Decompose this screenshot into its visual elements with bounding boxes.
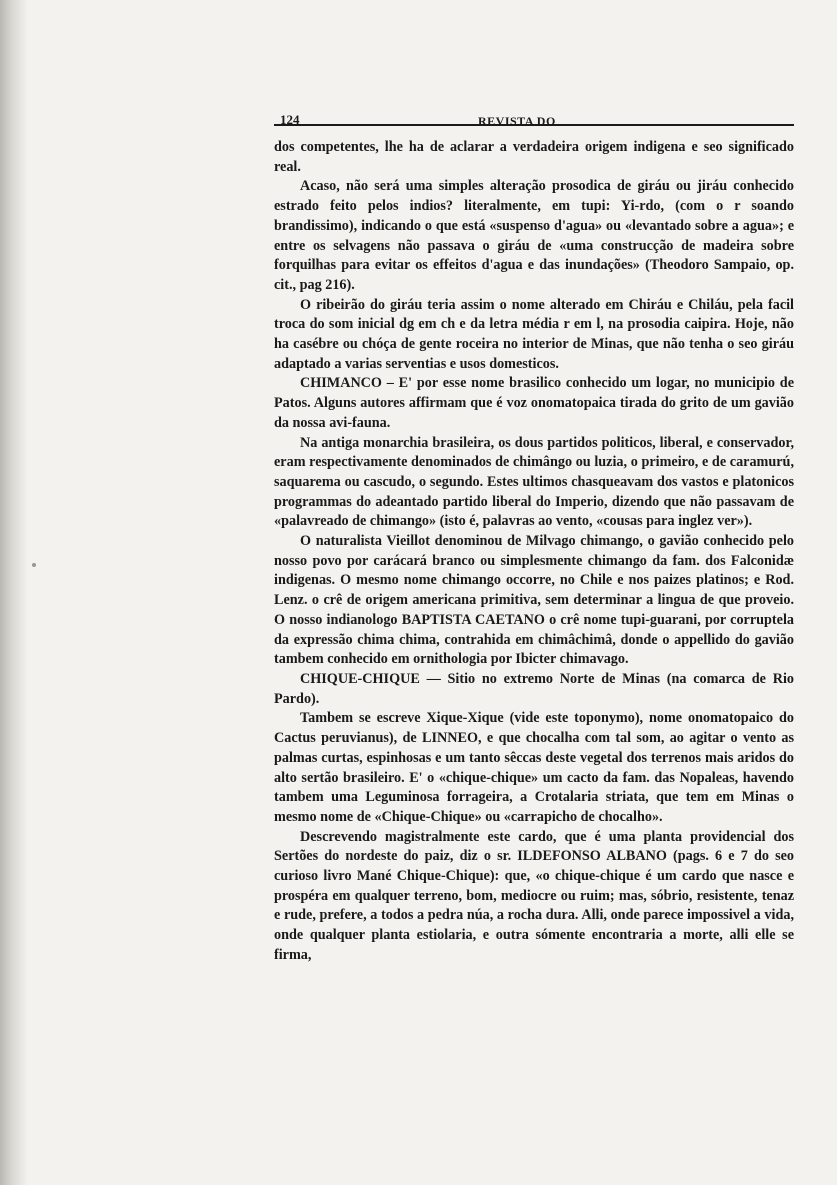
body-text bbox=[274, 138, 794, 966]
running-head: REVISTA DO bbox=[478, 114, 556, 128]
paragraph: dos competentes, lhe ha de aclarar a verdadeira origem indigena e seo significado real. bbox=[274, 139, 794, 175]
paragraph: Na antiga monarchia brasileira, os dous partidos politicos, liberal, e conservador, eram respectivamente denominados de chimângo ou luzia, o primeiro, e de caramurú, saquarema ou cascudo, o segundo. Estes ultimos chasqueavam dos vastos e platonicos programmas do adeantado partido liberal do Imperio, dizendo que não passavam de «palavreado de chimango» (isto é, palavras ao vento, «cousas para inglez ver»). bbox=[274, 434, 794, 530]
left-margin-shadow bbox=[0, 0, 28, 1185]
paragraph: O ribeirão do giráu teria assim o nome alterado em Chiráu e Chiláu, pela facil troca do som inicial dg em ch e da letra média r em l, na prosodia caipira. Hoje, não ha casébre ou chóça de gente roceira no interior de Minas, que não tenha o seo giráu adaptado a varias serventias e usos domesticos. bbox=[274, 296, 794, 372]
header-rule bbox=[274, 124, 794, 126]
page-header bbox=[274, 112, 794, 132]
paragraph: Acaso, não será uma simples alteração prosodica de giráu ou jiráu conhecido estrado feito pelos indios? literalmente, em tupi: Yi-rdo, (com o r soando brandissimo), indicando o que está «suspenso d'agua» ou «levantado sobre a agua»; e entre os selvagens não passava o giráu de «uma construcção de madeira sobre forquilhas para evitar os effeitos d'agua e das inundações» (Theodoro Sampaio, op. cit., pag 216). bbox=[274, 178, 794, 293]
paragraph: O naturalista Vieillot denominou de Milvago chimango, o gavião conhecido pelo nosso povo por carácará branco ou simplesmente chimango da fam. dos Falconidæ indigenas. O mesmo nome chimango occorre, no Chile e nos paizes platinos; e Rod. Lenz. o crê de origem americana primitiva, sem determinar a lingua de que proveio. O nosso indianologo BAPTISTA CAETANO o crê nome tupi-guarani, por corruptela da expressão chima chima, contrahida em chimâchimâ, donde o appellido do gavião tambem conhecido em ornithologia por Ibicter chimavago. bbox=[274, 533, 794, 668]
paragraph-entry-chimanco: CHIMANCO – E' por esse nome brasilico conhecido um logar, no municipio de Patos. Alguns autores affirmam que é voz onomatopaica tirada do grito de um gavião da nossa avi-fauna. bbox=[274, 375, 794, 431]
margin-speck bbox=[32, 563, 36, 567]
paragraph: Descrevendo magistralmente este cardo, que é uma planta providencial dos Sertões do nordeste do paiz, diz o sr. ILDEFONSO ALBANO (pags. 6 e 7 do seo curioso livro Mané Chique-Chique): que, «o chique-chique é um cardo que nasce e prospéra em qualquer terreno, bom, mediocre ou ruim; mas, sóbrio, resistente, tenaz e rude, prefere, a todos a pedra núa, a rocha dura. Alli, onde parece impossivel a vida, onde qualquer planta estiolaria, e outra sómente encontraria a morte, alli elle se firma, bbox=[274, 828, 794, 963]
paragraph: Tambem se escreve Xique-Xique (vide este toponymo), nome onomatopaico do Cactus peruvianus), de LINNEO, e que chocalha com tal som, ao agitar o vento as palmas curtas, espinhosas e um tanto sêccas deste vegetal dos terrenos mais aridos do alto sertão brasileiro. E' o «chique-chique» um cacto da fam. das Nopaleas, havendo tambem uma Leguminosa forrageira, a Crotalaria striata, que tem em Minas o mesmo nome de «Chique-Chique» ou «carrapicho de chocalho». bbox=[274, 710, 794, 825]
page-number: 124 bbox=[280, 112, 300, 127]
paragraph-entry-chique-chique: CHIQUE-CHIQUE — Sitio no extremo Norte de Minas (na comarca de Rio Pardo). bbox=[274, 670, 794, 707]
